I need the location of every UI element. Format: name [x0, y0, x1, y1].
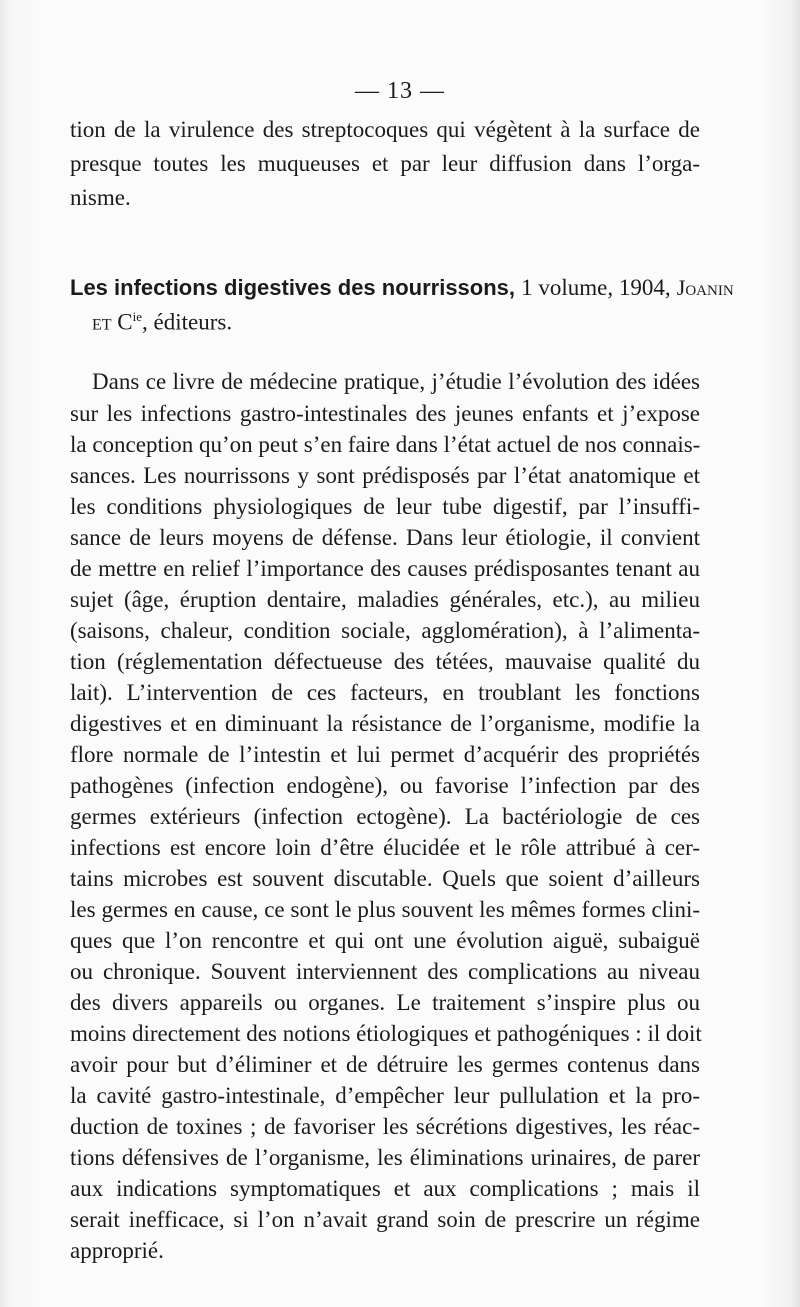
- text-line: les conditions physiologiques de leur tube digestif, par l’insuffi-: [70, 494, 700, 519]
- text-line: Dans ce livre de médecine pratique, j’étudie l’évolution des idées: [92, 369, 700, 394]
- text-line: moins directement des notions étiologiques et pathogéniques : il doit: [70, 1021, 702, 1046]
- text-line: les germes en cause, ce sont le plus souvent les mêmes formes clini-: [70, 897, 700, 922]
- text-line: (saisons, chaleur, condition sociale, agglomération), à l’alimenta-: [70, 618, 700, 643]
- book-publisher-line: [92, 309, 232, 336]
- text-line: flore normale de l’intestin et lui permet d’acquérir des propriétés: [70, 742, 700, 767]
- text-line: la cavité gastro-intestinale, d’empêcher leur pullulation et la pro-: [70, 1083, 700, 1108]
- text-line: presque toutes les muqueuses et par leur diffusion dans l’orga-: [70, 151, 700, 176]
- text-line: digestives et en diminuant la résistance de l’organisme, modifie la: [70, 711, 700, 736]
- text-line: aux indications symptomatiques et aux complications ; mais il: [70, 1176, 700, 1201]
- text-line: approprié.: [70, 1238, 164, 1263]
- text-line: ques que l’on rencontre et qui ont une évolution aiguë, subaiguë: [70, 928, 700, 953]
- text-line: sances. Les nourrissons y sont prédisposés par l’état anatomique et: [70, 463, 700, 488]
- text-line: tions défensives de l’organisme, les éliminations urinaires, de parer: [70, 1145, 700, 1170]
- publisher-c: C: [117, 309, 133, 335]
- page-number: — 13 —: [355, 78, 445, 104]
- text-line: lait). L’intervention de ces facteurs, en troublant les fonctions: [70, 680, 700, 705]
- text-line: sujet (âge, éruption dentaire, maladies générales, etc.), au milieu: [70, 587, 700, 612]
- book-heading: [70, 275, 734, 301]
- book-title: Les infections digestives des nourrissons,: [70, 275, 516, 300]
- publisher-et: et: [92, 309, 112, 335]
- publisher-suffix: , éditeurs.: [142, 309, 233, 335]
- text-line: la conception qu’on peut s’en faire dans l’état actuel de nos connais-: [70, 432, 701, 457]
- text-line: infections est encore loin d’être élucidée et le rôle attribué à cer-: [70, 835, 700, 860]
- text-line: duction de toxines ; de favoriser les sécrétions digestives, les réac-: [70, 1114, 700, 1139]
- book-details: 1 volume, 1904,: [521, 275, 671, 300]
- text-line: pathogènes (infection endogène), ou favorise l’infection par des: [70, 773, 700, 798]
- text-line: sance de leurs moyens de défense. Dans leur étiologie, il convient: [70, 525, 700, 550]
- text-line: tains microbes est souvent discutable. Quels que soient d’ailleurs: [70, 866, 700, 891]
- text-line: nisme.: [70, 185, 131, 210]
- text-line: tion (réglementation défectueuse des tétées, mauvaise qualité du: [70, 649, 700, 674]
- text-line: des divers appareils ou organes. Le traitement s’inspire plus ou: [70, 990, 700, 1015]
- text-line: germes extérieurs (infection ectogène). La bactériologie de ces: [70, 804, 700, 829]
- text-line: avoir pour but d’éliminer et de détruire les germes contenus dans: [70, 1052, 700, 1077]
- text-line: sur les infections gastro-intestinales des jeunes enfants et j’expose: [70, 401, 700, 426]
- publisher-joanin: Joanin: [676, 275, 734, 300]
- publisher-sup: ie: [132, 309, 143, 324]
- text-line: ou chronique. Souvent interviennent des complications au niveau: [70, 959, 700, 984]
- text-line: de mettre en relief l’importance des causes prédisposantes tenant au: [70, 556, 700, 581]
- text-line: tion de la virulence des streptocoques qui végètent à la surface de: [70, 117, 700, 142]
- text-line: serait inefficace, si l’on n’avait grand soin de prescrire un régime: [70, 1207, 700, 1232]
